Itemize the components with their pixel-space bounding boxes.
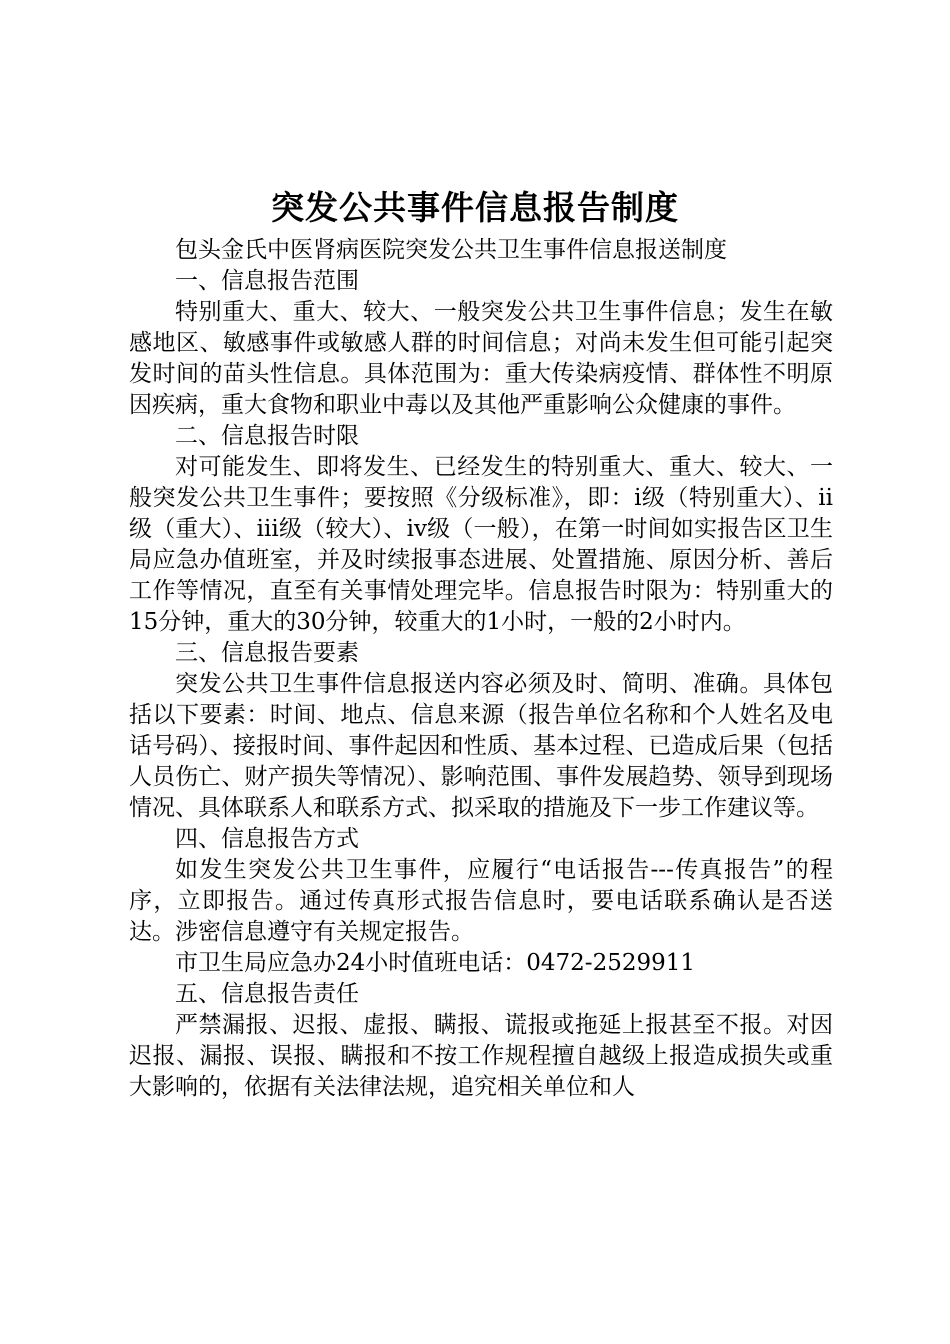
section-heading-elements: 三、信息报告要素 bbox=[175, 640, 359, 666]
section-heading-responsibility: 五、信息报告责任 bbox=[175, 981, 359, 1007]
subtitle-paragraph: 包头金氏中医肾病医院突发公共卫生事件信息报送制度 bbox=[175, 237, 727, 263]
section-heading-method: 四、信息报告方式 bbox=[175, 826, 359, 852]
paragraph-responsibility: 严禁漏报、迟报、虚报、瞒报、谎报或拖延上报甚至不报。对因迟报、漏报、误报、瞒报和不按工作规程擅自越级上报造成损失或重大影响的，依据有关法律法规，追究相关单位和人 bbox=[129, 1012, 833, 1100]
paragraph-scope: 特别重大、重大、较大、一般突发公共卫生事件信息；发生在敏感地区、敏感事件或敏感人群的时间信息；对尚未发生但可能引起突发时间的苗头性信息。具体范围为：重大传染病疫情、群体性不明原因疾病，重大食物和职业中毒以及其他严重影响公众健康的事件。 bbox=[129, 299, 833, 418]
paragraph-method: 如发生突发公共卫生事件，应履行“电话报告---传真报告”的程序，立即报告。通过传真形式报告信息时，要电话联系确认是否送达。涉密信息遵守有关规定报告。 bbox=[129, 857, 833, 945]
section-heading-scope: 一、信息报告范围 bbox=[175, 268, 359, 294]
paragraph-hotline: 市卫生局应急办24小时值班电话：0472-2529911 bbox=[175, 950, 696, 976]
section-heading-time-limit: 二、信息报告时限 bbox=[175, 423, 359, 449]
document-body bbox=[129, 235, 833, 1103]
paragraph-elements: 突发公共卫生事件信息报送内容必须及时、简明、准确。具体包括以下要素：时间、地点、信息来源（报告单位名称和个人姓名及电话号码）、接报时间、事件起因和性质、基本过程、已造成后果（包括人员伤亡、财产损失等情况）、影响范围、事件发展趋势、领导到现场情况、具体联系人和联系方式、拟采取的措施及下一步工作建议等。 bbox=[129, 671, 833, 821]
document-title: 突发公共事件信息报告制度 bbox=[271, 188, 679, 227]
paragraph-time-limit: 对可能发生、即将发生、已经发生的特别重大、重大、较大、一般突发公共卫生事件；要按照《分级标准》，即：i级（特别重大）、ii级（重大）、iii级（较大）、iv级（一般），在第一时间如实报告区卫生局应急办值班室，并及时续报事态进展、处置措施、原因分析、善后工作等情况，直至有关事情处理完毕。信息报告时限为：特别重大的15分钟，重大的30分钟，较重大的1小时，一般的2小时内。 bbox=[129, 454, 833, 635]
